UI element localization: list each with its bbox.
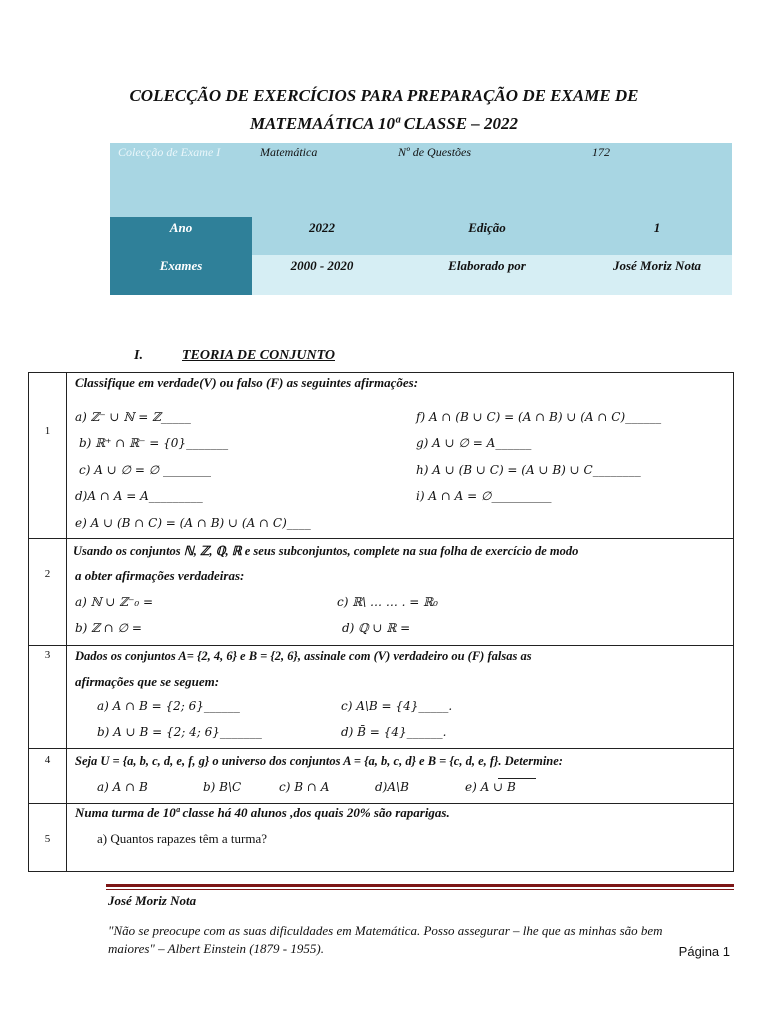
q1-item-g: g) A ∪ ∅ = A______ [416, 436, 532, 450]
q4-item-d: d)A\B [375, 780, 409, 794]
question-3-stem-line2: afirmações que se seguem: [75, 674, 220, 689]
q2-item-a: a) ℕ ∪ ℤ⁻₀ = [75, 595, 154, 609]
q4-item-b: b) B\C [203, 780, 242, 794]
ano-value: 2022 [309, 220, 335, 235]
questoes-value: 172 [592, 145, 610, 159]
question-4-stem: Seja U = {a, b, c, d, e, f, g} o universo dos conjuntos A = {a, b, c, d} e B = {c, d, e, f}. Determine: [75, 754, 563, 768]
question-number: 2 [44, 568, 51, 580]
question-2-stem-line1: Usando os conjuntos ℕ, ℤ, ℚ, ℝ e seus subconjuntos, complete na sua folha de exercício de modo [73, 544, 579, 558]
footer-rule [106, 884, 734, 887]
q1-item-a: a) ℤ⁻ ∪ ℕ = ℤ_____ [75, 410, 191, 424]
page-number: Página 1 [678, 944, 730, 959]
section-number: I. [134, 348, 143, 363]
q1-item-b: b) ℝ⁺ ∩ ℝ⁻ = {0}_______ [79, 436, 229, 450]
question-5-stem: Numa turma de 10ª classe há 40 alunos ,dos quais 20% são raparigas. [75, 805, 450, 820]
document-title-line1: COLECÇÃO DE EXERCÍCIOS PARA PREPARAÇÃO DE EXAME DE [129, 86, 639, 105]
ano-label: Ano [169, 220, 193, 235]
elaborado-label: Elaborado por [448, 258, 526, 273]
q4-item-c: c) B ∩ A [279, 780, 330, 794]
info-row-header [110, 143, 732, 217]
question-number: 5 [44, 833, 51, 845]
q1-item-d: d)A ∩ A = A_________ [75, 489, 203, 503]
q2-item-d: d) ℚ ∪ ℝ = [342, 621, 411, 635]
elaborado-value: José Moriz Nota [612, 258, 702, 273]
question-number: 1 [44, 425, 51, 437]
question-2-stem-line2: a obter afirmações verdadeiras: [75, 568, 245, 583]
colecao-label: Colecção de Exame I [118, 145, 221, 159]
footer-author: José Moriz Nota [108, 893, 197, 908]
q3-item-a: a) A ∩ B = {2; 6}______ [97, 699, 240, 713]
q1-item-e: e) A ∪ (B ∩ C) = (A ∩ B) ∪ (A ∩ C)____ [75, 516, 311, 530]
q1-item-c: c) A ∪ ∅ = ∅ ________ [79, 463, 211, 477]
complement-bar [498, 778, 536, 779]
question-number: 4 [44, 754, 51, 766]
document-title-line2: MATEMAÁTICA 10ª CLASSE – 2022 [249, 114, 519, 133]
exames-label: Exames [159, 258, 203, 273]
section-title: TEORIA DE CONJUNTO [182, 348, 335, 363]
edicao-label: Edição [468, 220, 506, 235]
info-table [110, 143, 732, 295]
question-3-stem-line1: Dados os conjuntos A= {2, 4, 6} e B = {2, 6}, assinale com (V) verdadeiro ou (F) falsas as [75, 649, 532, 663]
info-row-ano [110, 217, 732, 255]
edicao-value: 1 [653, 220, 661, 235]
disciplina-label: Matemática [260, 145, 318, 159]
question-number: 3 [44, 649, 51, 661]
info-row-exames [110, 255, 732, 295]
footer-quote: "Não se preocupe com as suas dificuldades em Matemática. Posso assegurar – lhe que as minhas são bem maiores" – Albert Einstein (1879 - 1955). [108, 923, 663, 956]
exames-value: 2000 - 2020 [290, 258, 354, 273]
footer-rule-thin [106, 889, 734, 890]
exercise-table [28, 372, 734, 872]
q2-item-c: c) ℝ\ … … . = ℝ₀ [337, 595, 438, 609]
q1-item-h: h) A ∪ (B ∪ C) = (A ∪ B) ∪ C________ [416, 463, 641, 477]
q3-item-b: b) A ∪ B = {2; 4; 6}_______ [97, 725, 262, 739]
q4-item-a: a) A ∩ B [97, 780, 148, 794]
q5-item-a: a) Quantos rapazes têm a turma? [97, 831, 268, 846]
q4-item-e: e) A ∪ B [465, 780, 516, 794]
questoes-label: Nº de Questões [398, 145, 472, 159]
q1-item-f: f) A ∩ (B ∪ C) = (A ∩ B) ∪ (A ∩ C)______ [416, 410, 662, 424]
question-1-stem: Classifique em verdade(V) ou falso (F) as seguintes afirmações: [75, 375, 419, 390]
q1-item-i: i) A ∩ A = ∅__________ [416, 489, 552, 503]
q2-item-b: b) ℤ ∩ ∅ = [75, 621, 142, 635]
q3-item-c: c) A\B = {4}_____. [341, 699, 453, 713]
q3-item-d: d) B̄ = {4}______. [341, 725, 447, 739]
